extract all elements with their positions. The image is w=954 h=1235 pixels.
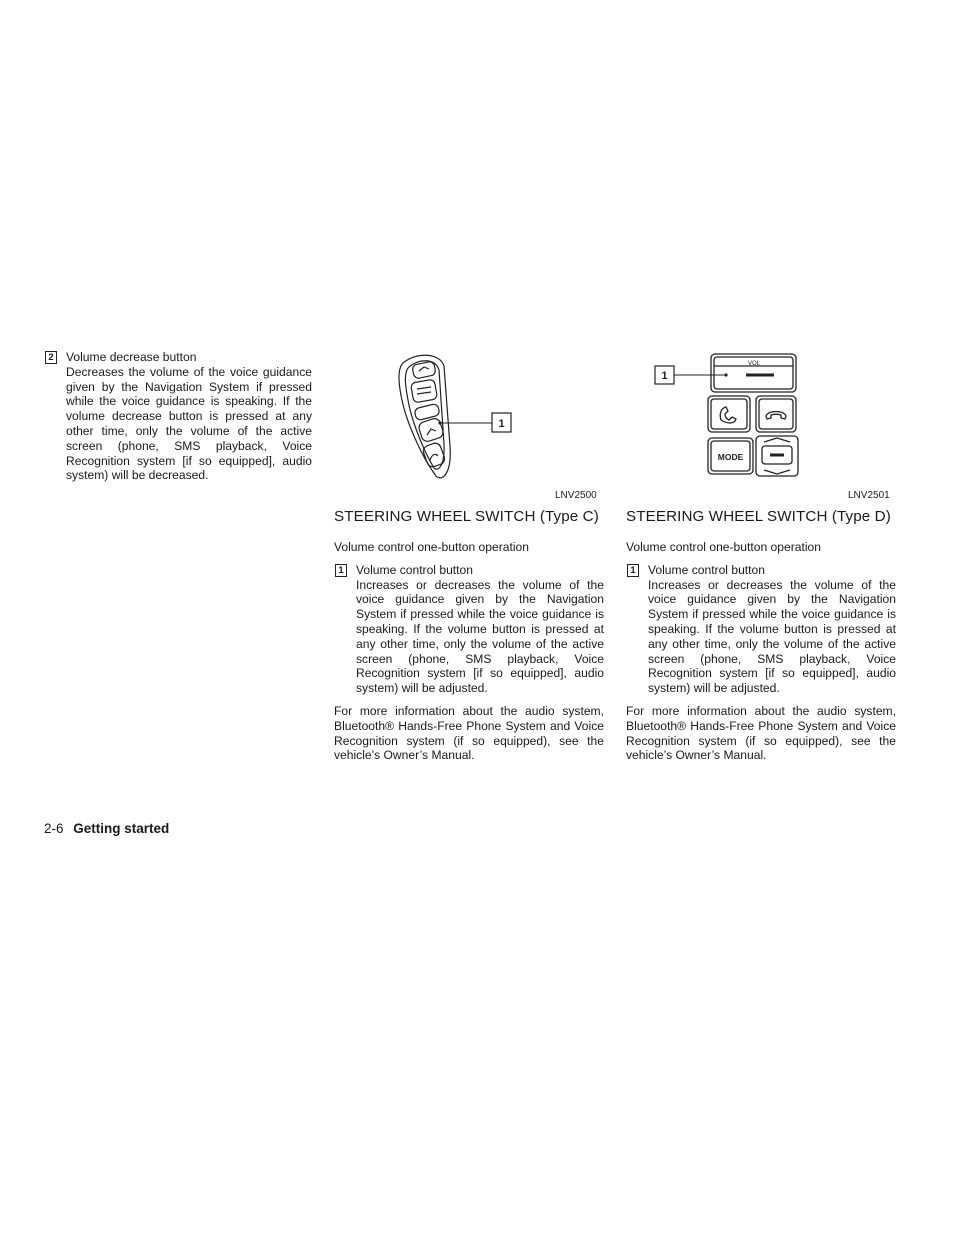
volume-decrease-item (44, 350, 312, 483)
intro-text: Volume control one-button operation (334, 540, 529, 554)
callout-label: 1 (498, 418, 505, 430)
item-body: Increases or decreases the volume of the voice guidance given by the Navigation System if pressed while the voice guidance is speaking. If the volume button is pressed at any other time, only the volume of the active screen (phone, SMS playback, Voice Recognition system [if so equipped], audio system) will be adjusted. (648, 577, 896, 696)
item-number-badge: 2 (45, 351, 57, 364)
more-info-text: For more information about the audio system, Bluetooth® Hands-Free Phone System and Voice Recognition system (if so equipped), see the vehicle’s Owner’s Manual. (334, 703, 604, 763)
more-info-text: For more information about the audio system, Bluetooth® Hands-Free Phone System and Voice Recognition system (if so equipped), see the vehicle’s Owner’s Manual. (626, 703, 896, 763)
page-footer (44, 821, 169, 837)
type-c-column (334, 508, 604, 763)
steering-switch-type-d-figure (650, 350, 810, 480)
section-heading-type-c: STEERING WHEEL SWITCH (Type C) (334, 508, 599, 525)
item-number-badge: 1 (335, 564, 347, 577)
mode-label: MODE (717, 452, 744, 462)
item-title: Volume control button (356, 562, 473, 577)
type-c-switch-illustration (380, 350, 610, 490)
type-d-switch-illustration (650, 350, 810, 480)
volume-control-item (334, 563, 604, 696)
section-title: Getting started (73, 821, 170, 836)
vol-label: VOL (747, 361, 761, 367)
steering-switch-type-c-figure (380, 350, 610, 490)
left-column (44, 350, 312, 483)
intro-text: Volume control one-button operation (626, 540, 821, 554)
page-number: 2-6 (44, 821, 64, 836)
figure-caption-type-d: LNV2501 (848, 490, 890, 501)
section-heading-type-d: STEERING WHEEL SWITCH (Type D) (626, 508, 891, 525)
item-number-badge: 1 (627, 564, 639, 577)
type-d-column (626, 508, 896, 763)
figure-caption-type-c: LNV2500 (555, 490, 597, 501)
volume-control-item (626, 563, 896, 696)
item-title: Volume control button (648, 562, 765, 577)
item-body: Decreases the volume of the voice guidance given by the Navigation System if pressed while the voice guidance is speaking. If the volume decrease button is pressed at any other time, only the volume of the active screen (phone, SMS playback, Voice Recognition system [if so equipped], audio system) will be decreased. (66, 364, 312, 483)
callout-label: 1 (661, 370, 668, 382)
item-body: Increases or decreases the volume of the voice guidance given by the Navigation System if pressed while the voice guidance is speaking. If the volume button is pressed at any other time, only the volume of the active screen (phone, SMS playback, Voice Recognition system [if so equipped], audio system) will be adjusted. (356, 577, 604, 696)
item-title: Volume decrease button (66, 350, 197, 364)
